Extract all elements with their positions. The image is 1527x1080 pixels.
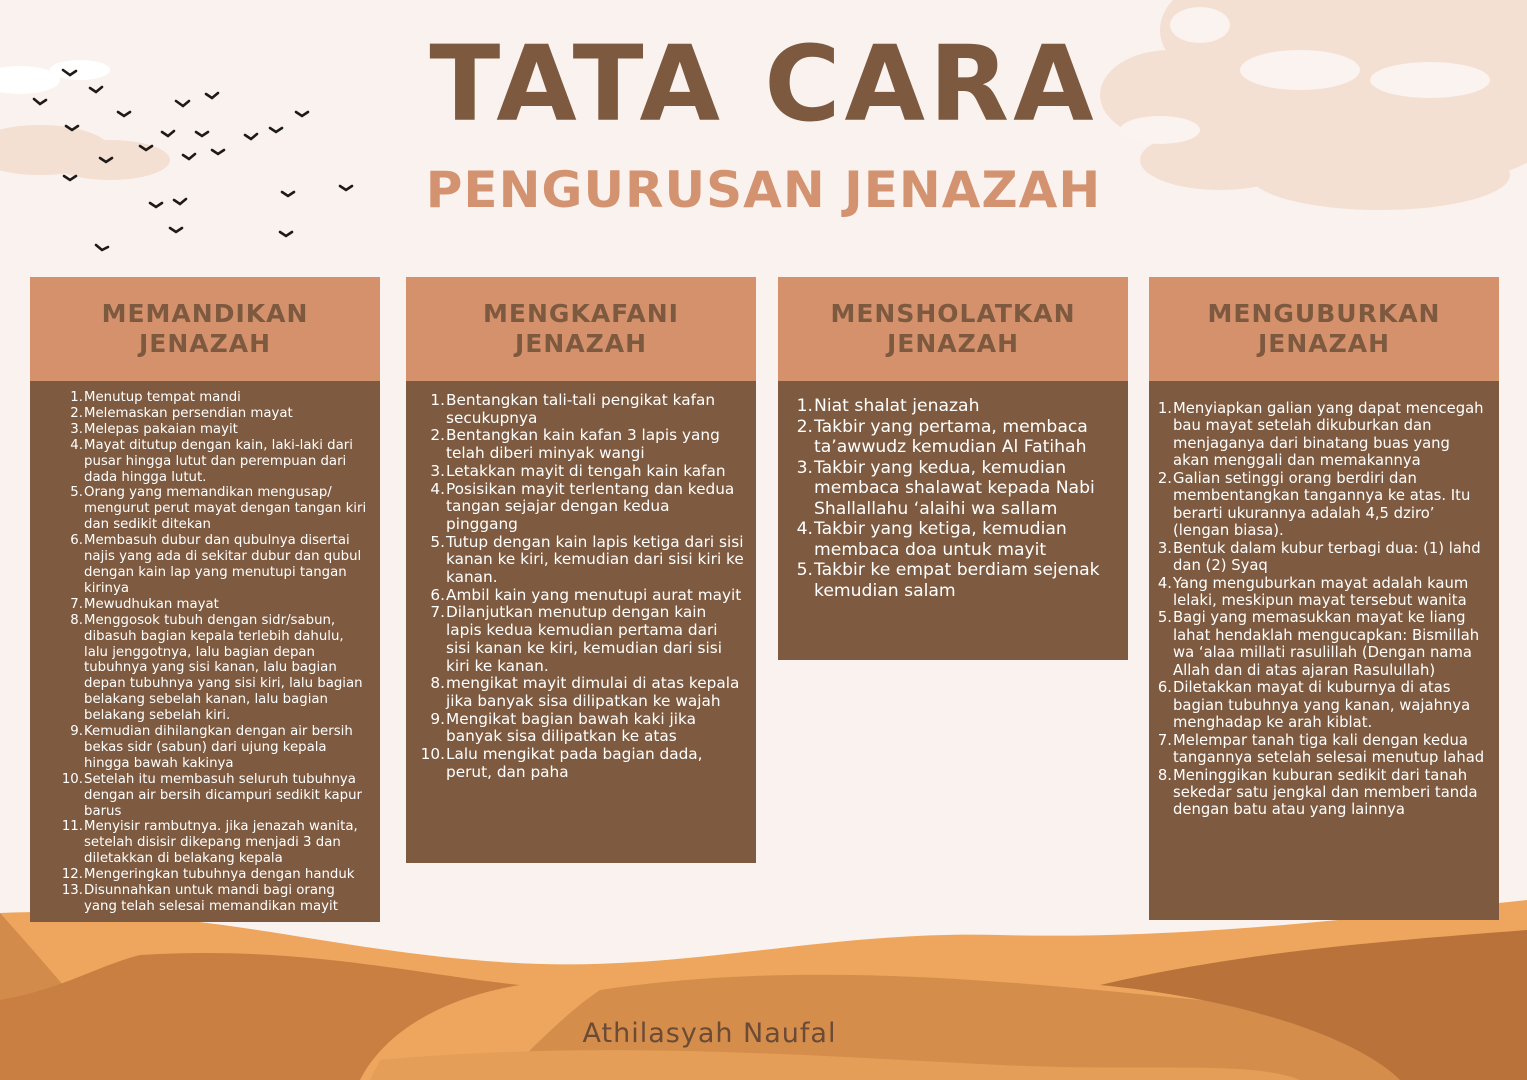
list-item: Diletakkan mayat di kuburnya di atas bagian tubuhnya yang kanan, wajahnya menghadap ke arah kiblat.: [1173, 679, 1471, 732]
list-item: Bagi yang memasukkan mayat ke liang lahat hendaklah mengucapkan: Bismillah wa ‘alaa millati rasulillah (Dengan nama Allah dan di atas ajaran Rasulullah): [1173, 609, 1480, 679]
card-heading: MEMANDIKAN JENAZAH: [30, 277, 380, 381]
card-heading: MENGKAFANI JENAZAH: [406, 277, 756, 381]
list-item: Takbir yang kedua, kemudian membaca shalawat kepada Nabi Shallallahu ‘alaihi wa sallam: [814, 457, 1095, 519]
page-subtitle: PENGURUSAN JENAZAH: [425, 161, 1102, 219]
list-item: Takbir yang pertama, membaca ta’awwudz kemudian Al Fatihah: [814, 416, 1088, 457]
list-item: Mewudhukan mayat: [84, 596, 219, 612]
card-steps: [778, 381, 1128, 660]
card-menguburkan: [1149, 277, 1499, 920]
card-steps: [1149, 381, 1499, 920]
list-item: Menyiapkan galian yang dapat mencegah bau mayat setelah dikuburkan dan menjaganya dari binatang buas yang akan menggali dan memakannya: [1173, 400, 1484, 470]
list-item: Letakkan mayit di tengah kain kafan: [446, 461, 726, 480]
card-heading: MENGUBURKAN JENAZAH: [1149, 277, 1499, 381]
author-credit: Athilasyah Naufal: [582, 1018, 837, 1049]
list-item: Membasuh dubur dan qubulnya disertai najis yang ada di sekitar dubur dan qubul dengan kain lap yang menutupi tangan kirinya: [84, 533, 362, 596]
list-item: Niat shalat jenazah: [814, 396, 980, 416]
list-item: mengikat mayit dimulai di atas kepala jika banyak sisa dilipatkan ke wajah: [446, 674, 740, 710]
list-item: Takbir ke empat berdiam sejenak kemudian salam: [814, 560, 1100, 601]
card-heading: MENSHOLATKAN JENAZAH: [778, 277, 1128, 381]
list-item: Dilanjutkan menutup dengan kain lapis kedua kemudian pertama dari sisi kanan ke kiri, kemudian dari sisi kiri ke kanan.: [446, 603, 722, 675]
list-item: Orang yang memandikan mengusap/ mengurut perut mayat dengan tangan kiri dan sedikit ditekan: [84, 485, 367, 533]
list-item: Mengeringkan tubuhnya dengan handuk: [84, 867, 355, 883]
list-item: Disunnahkan untuk mandi bagi orang yang telah selesai memandikan mayit: [84, 883, 338, 914]
list-item: Melepas pakaian mayit: [84, 421, 238, 437]
list-item: Menggosok tubuh dengan sidr/sabun, dibasuh bagian kepala terlebih dahulu, lalu jenggotnya, lalu bagian depan tubuhnya yang sisi kanan, lalu bagian depan tubuhnya yang sisi kiri, lalu bagian belakang sebelah kanan, lalu bagian belakang sebelah kiri.: [84, 612, 363, 724]
list-item: Menutup tempat mandi: [84, 390, 241, 405]
list-item: Mayat ditutup dengan kain, laki-laki dari pusar hingga lutut dan perempuan dari dada hingga lutut.: [84, 437, 353, 485]
list-item: Kemudian dihilangkan dengan air bersih bekas sidr (sabun) dari ujung kepala hingga bawah kakinya: [84, 724, 353, 771]
list-item: Meninggikan kuburan sedikit dari tanah sekedar satu jengkal dan memberi tanda dengan batu atau yang lainnya: [1173, 766, 1478, 819]
list-item: Mengikat bagian bawah kaki jika banyak sisa dilipatkan ke atas: [446, 709, 696, 746]
list-item: Yang menguburkan mayat adalah kaum lelaki, meskipun mayat tersebut wanita: [1173, 574, 1469, 609]
list-item: Bentuk dalam kubur terbagi dua: (1) lahd dan (2) Syaq: [1173, 539, 1481, 575]
list-item: Tutup dengan kain lapis ketiga dari sisi kanan ke kiri, kemudian dari sisi kiri ke kanan.: [446, 532, 744, 587]
card-steps: [30, 381, 380, 922]
list-item: Lalu mengikat pada bagian dada, perut, dan paha: [446, 745, 703, 781]
list-item: Menyisir rambutnya. jika jenazah wanita, setelah disisir dikepang menjadi 3 dan diletakkan di belakang kepala: [84, 819, 358, 867]
card-memandikan: [30, 277, 380, 922]
card-mengkafani: [406, 277, 756, 863]
list-item: Posisikan mayit terlentang dan kedua tangan sejajar dengan kedua pinggang: [446, 479, 735, 533]
card-steps: [406, 381, 756, 863]
sand-dunes-illustration: [0, 900, 1527, 1080]
list-item: Melemaskan persendian mayat: [84, 405, 293, 421]
list-item: Bentangkan kain kafan 3 lapis yang telah diberi minyak wangi: [446, 426, 720, 463]
list-item: Bentangkan tali-tali pengikat kafan secukupnya: [446, 391, 716, 427]
card-mensholatkan: [778, 277, 1128, 660]
list-item: Takbir yang ketiga, kemudian membaca doa untuk mayit: [814, 519, 1067, 560]
list-item: Setelah itu membasuh seluruh tubuhnya dengan air bersih dicampuri sedikit kapur barus: [84, 771, 363, 819]
list-item: Ambil kain yang menutupi aurat mayit: [446, 585, 742, 604]
list-item: Galian setinggi orang berdiri dan membentangkan tangannya ke atas. Itu berarti ukurannya adalah 4,5 dziro’ (lengan biasa).: [1173, 469, 1471, 540]
page-title: TATA CARA: [429, 23, 1098, 145]
list-item: Melempar tanah tiga kali dengan kedua tangannya setelah selesai menutup lahad: [1173, 731, 1485, 767]
